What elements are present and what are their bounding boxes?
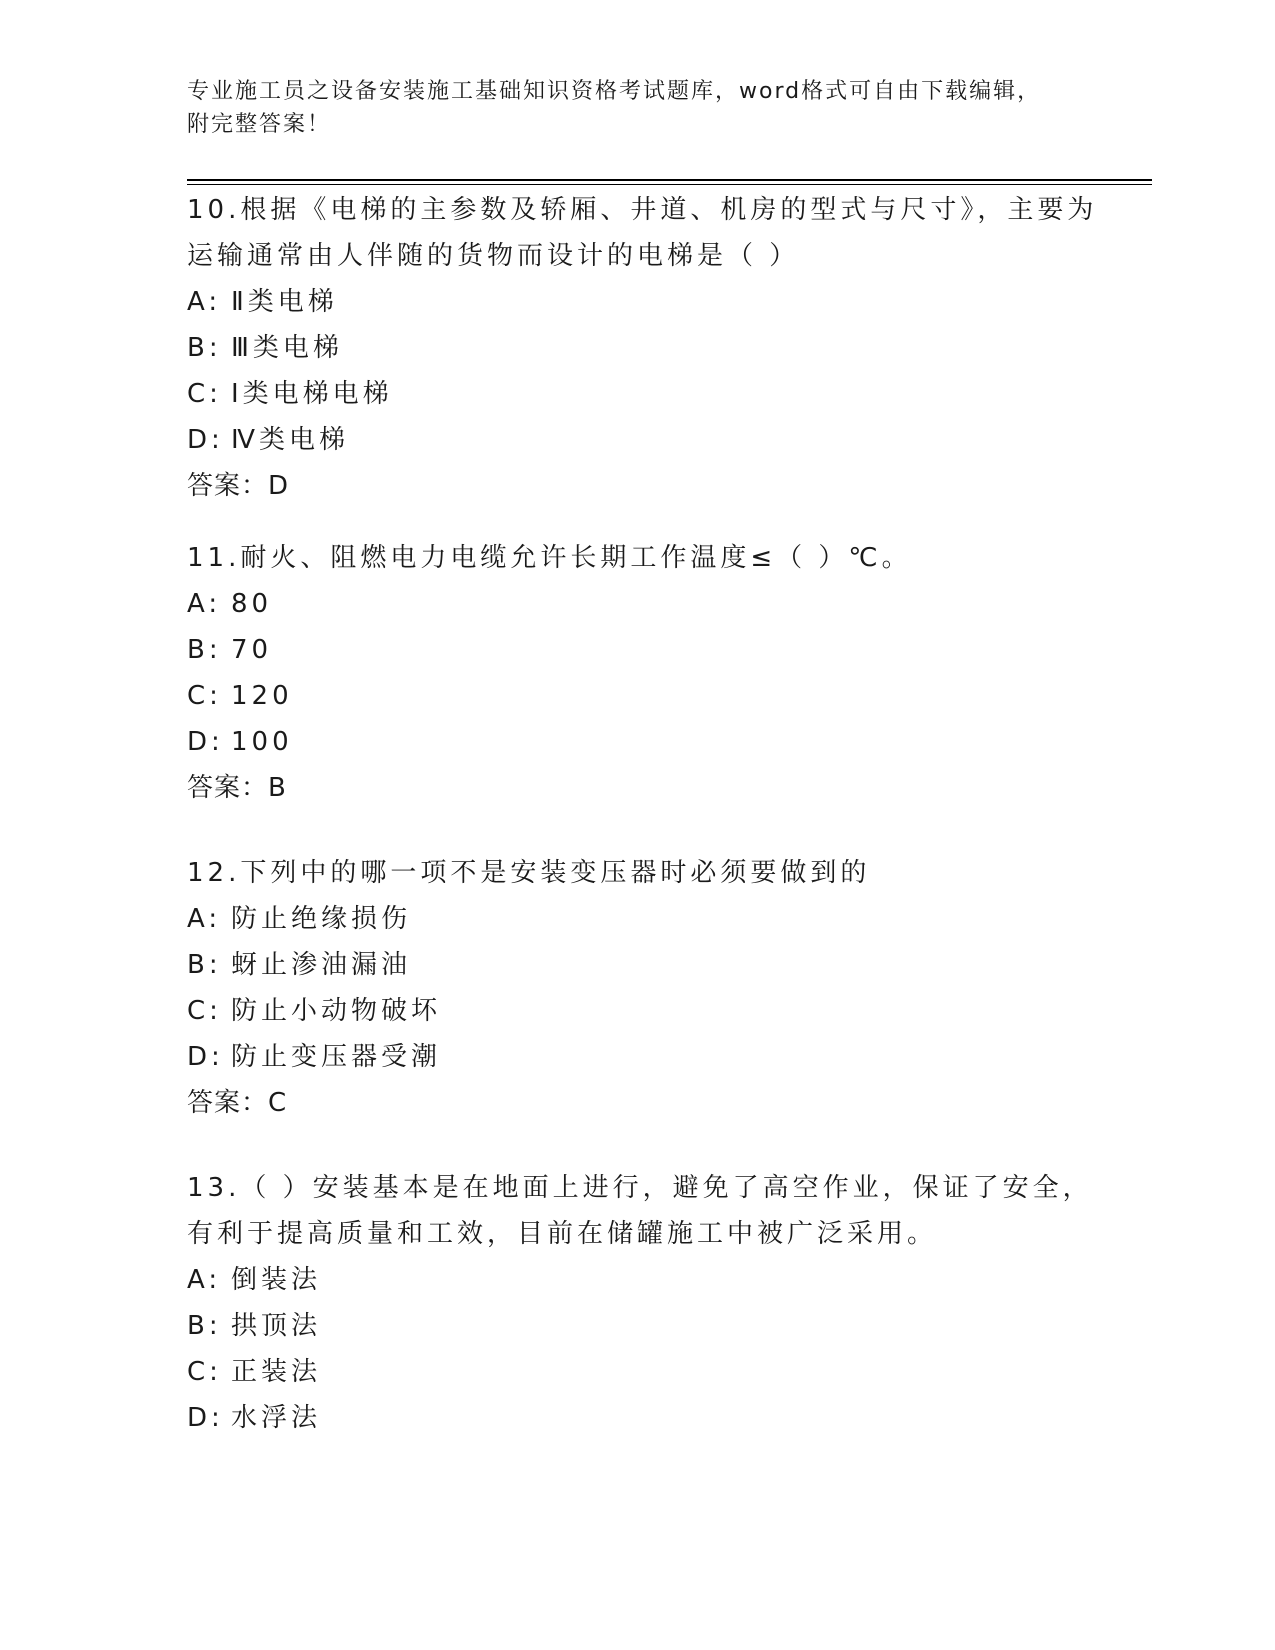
question-stem-line: 11.耐火、阻燃电力电缆允许长期工作温度≤（ ）℃。 [187, 543, 912, 573]
option-d [187, 719, 1107, 765]
answer-text: 答案：C [187, 1088, 288, 1118]
option-text: 水浮法 [231, 1403, 322, 1433]
option-a [187, 279, 1107, 325]
option-text: 120 [231, 681, 293, 711]
option-b [187, 627, 1107, 673]
option-d [187, 417, 1107, 463]
question-stem-line: 10.根据《电梯的主参数及轿厢、井道、机房的型式与尺寸》，主要为 [187, 195, 1098, 225]
option-c [187, 1349, 1107, 1395]
option-letter: C: [187, 996, 222, 1026]
option-letter: A: [187, 287, 222, 317]
option-text: 蚜止渗油漏油 [231, 950, 412, 980]
option-letter: D: [187, 1403, 224, 1433]
option-b [187, 1303, 1107, 1349]
option-letter: A: [187, 904, 222, 934]
answer-text: 答案：B [187, 773, 287, 803]
question-stem-line: 12.下列中的哪一项不是安装变压器时必须要做到的 [187, 858, 871, 888]
option-a [187, 1257, 1107, 1303]
option-letter: B: [187, 950, 222, 980]
question-stem-line: 有利于提高质量和工效，目前在储罐施工中被广泛采用。 [187, 1219, 938, 1249]
option-text: 70 [231, 635, 273, 665]
option-letter: D: [187, 425, 224, 455]
option-a [187, 896, 1107, 942]
option-text: 防止小动物破坏 [231, 996, 442, 1026]
header-line-1: 专业施工员之设备安装施工基础知识资格考试题库，word格式可自由下载编辑， [187, 79, 1042, 104]
header-divider-thick [187, 179, 1152, 181]
option-letter: A: [187, 1265, 222, 1295]
option-text: Ⅳ类电梯 [231, 425, 349, 455]
option-d [187, 1034, 1107, 1080]
option-c [187, 988, 1107, 1034]
option-letter: D: [187, 1042, 224, 1072]
question-11 [187, 535, 1107, 811]
option-c [187, 371, 1107, 417]
option-text: 防止变压器受潮 [231, 1042, 442, 1072]
option-text: 正装法 [231, 1357, 322, 1387]
option-letter: B: [187, 635, 222, 665]
option-text: 80 [231, 589, 273, 619]
option-b [187, 942, 1107, 988]
option-c [187, 673, 1107, 719]
option-b [187, 325, 1107, 371]
document-header [187, 75, 1087, 141]
option-letter: A: [187, 589, 222, 619]
answer-text: 答案：D [187, 471, 290, 501]
option-text: 防止绝缘损伤 [231, 904, 412, 934]
option-text: Ⅰ类电梯电梯 [231, 379, 393, 409]
option-a [187, 581, 1107, 627]
option-text: 100 [231, 727, 293, 757]
option-letter: C: [187, 379, 222, 409]
option-letter: D: [187, 727, 224, 757]
option-d [187, 1395, 1107, 1441]
option-letter: C: [187, 1357, 222, 1387]
option-letter: B: [187, 333, 222, 363]
header-line-2: 附完整答案！ [187, 112, 332, 137]
question-13 [187, 1165, 1107, 1441]
question-12 [187, 850, 1107, 1126]
header-divider-thin [187, 184, 1152, 185]
option-text: Ⅲ类电梯 [231, 333, 343, 363]
option-text: 拱顶法 [231, 1311, 322, 1341]
question-stem-line: 13.（ ）安装基本是在地面上进行，避免了高空作业，保证了安全， [187, 1173, 1093, 1203]
option-text: Ⅱ类电梯 [231, 287, 338, 317]
question-10 [187, 187, 1107, 509]
option-letter: B: [187, 1311, 222, 1341]
question-stem-line: 运输通常由人伴随的货物而设计的电梯是（ ） [187, 241, 800, 271]
option-text: 倒装法 [231, 1265, 322, 1295]
option-letter: C: [187, 681, 222, 711]
